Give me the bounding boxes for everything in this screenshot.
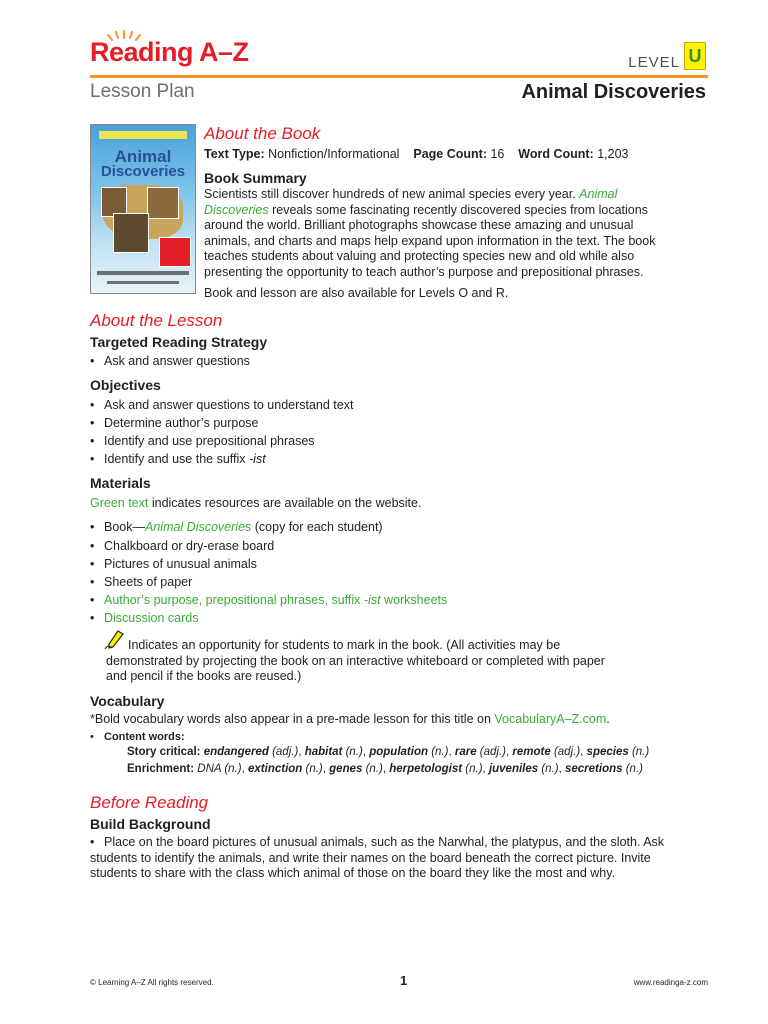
level-badge: U: [684, 42, 706, 70]
book-summary-heading: Book Summary: [204, 170, 307, 186]
discussion-cards-link[interactable]: Discussion cards: [104, 611, 199, 625]
footer-url-link[interactable]: www.readinga-z.com: [633, 978, 708, 987]
cover-title-line1: Animal: [114, 147, 172, 166]
material-item: • Sheets of paper: [90, 573, 192, 591]
page-number: 1: [400, 973, 408, 988]
material-item: • Chalkboard or dry-erase board: [90, 537, 274, 555]
objective-item: • Identify and use the suffix -ist: [90, 450, 266, 468]
reading-az-logo[interactable]: Reading A–Z: [90, 37, 249, 67]
header-divider: [90, 75, 708, 78]
book-meta: Text Type: Nonfiction/Informational Page Count: 16 Word Count: 1,203: [204, 147, 629, 161]
objective-item: • Identify and use prepositional phrases: [90, 432, 315, 450]
enrichment-words: Enrichment: DNA (n.), extinction (n.), genes (n.), herpetologist (n.), juveniles (n.), secretions (n.): [127, 763, 643, 775]
levels-note: Book and lesson are also available for Levels O and R.: [204, 286, 509, 300]
material-item: [90, 609, 198, 627]
book-summary-text: Scientists still discover hundreds of new animal species every year. Animal Discoveries reveals some fascinating recently discovered species from locations around the world. Brilliant photographs showcase these amazing and unusual animals, and charts and maps help expand upon information in the text. The book teaches students about valuing and protecting species new and old while also presenting the opportunity to teach author’s purpose and prepositional phrases.: [204, 187, 656, 279]
objective-item: • Determine author’s purpose: [90, 414, 259, 432]
build-background-heading: Build Background: [90, 816, 211, 832]
page-title: Animal Discoveries: [521, 81, 706, 103]
materials-note: Green text indicates resources are available on the website.: [90, 496, 422, 510]
book-title-link[interactable]: Animal Discoveries: [204, 187, 618, 217]
content-words-label: • Content words:: [90, 731, 185, 743]
story-critical-words: Story critical: endangered (adj.), habitat (n.), population (n.), rare (adj.), remote (adj.), species (n.): [127, 746, 650, 758]
footer-copyright: © Learning A–Z All rights reserved.: [90, 978, 214, 987]
material-item: • Pictures of unusual animals: [90, 555, 257, 573]
strategy-item: • Ask and answer questions: [90, 352, 250, 370]
vocabulary-heading: Vocabulary: [90, 693, 165, 709]
pencil-note: Indicates an opportunity for students to mark in the book. (All activities may be demonstrated by projecting the book on an interactive whiteboard or completed with paper and pencil if the books are reused.): [106, 638, 605, 683]
cover-title-line2: Discoveries: [100, 163, 186, 180]
build-background-item: • Place on the board pictures of unusual animals, such as the Narwhal, the platypus, and the sloth. Ask students to identify the animals, and write their names on the board beneath the correct picture. Invite students to share with the class which animal of those on the board they like the most and why.: [90, 835, 665, 880]
vocabulary-note: *Bold vocabulary words also appear in a pre-made lesson for this title on VocabularyA–Z.com.: [90, 712, 610, 726]
about-book-heading: About the Book: [204, 124, 321, 143]
about-lesson-heading: About the Lesson: [90, 311, 223, 330]
objectives-heading: Objectives: [90, 377, 161, 393]
strategy-heading: Targeted Reading Strategy: [90, 334, 268, 350]
before-reading-heading: Before Reading: [90, 793, 209, 812]
material-item: • Book—Animal Discoveries (copy for each student): [90, 518, 383, 536]
vocabularyaz-link[interactable]: VocabularyA–Z.com: [494, 712, 607, 726]
material-item: [90, 591, 447, 609]
materials-heading: Materials: [90, 475, 151, 491]
book-link[interactable]: Animal Discoveries: [145, 520, 252, 534]
level-label: LEVEL: [628, 54, 680, 71]
level-indicator: [628, 40, 706, 71]
objective-item: • Ask and answer questions to understand text: [90, 396, 353, 414]
worksheets-link[interactable]: Author’s purpose, prepositional phrases, suffix -ist worksheets: [104, 593, 448, 607]
section-label: Lesson Plan: [90, 81, 195, 102]
book-cover-image: [90, 124, 196, 294]
